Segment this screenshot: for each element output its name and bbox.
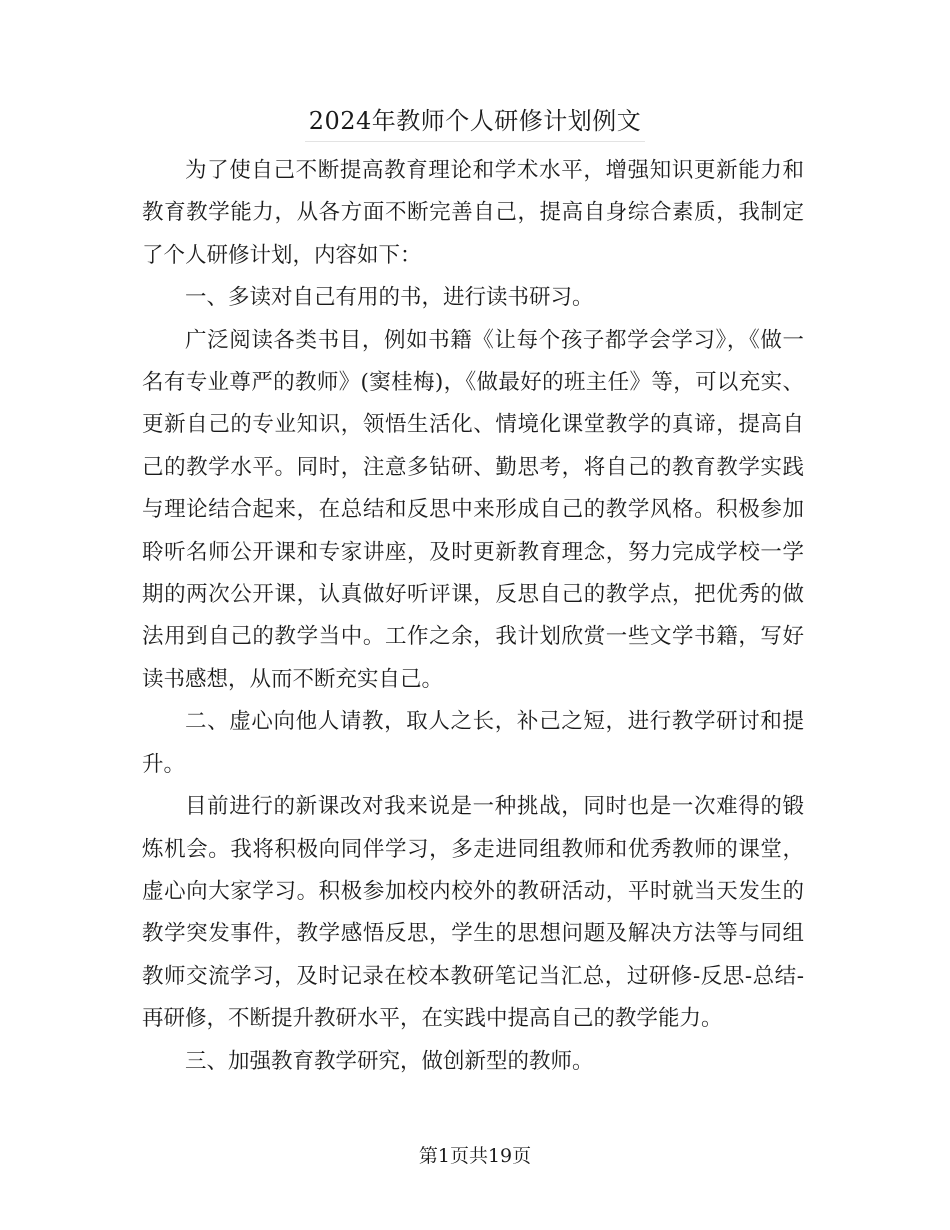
section-3-heading: 三、加强教育教学研究，做创新型的教师。: [185, 1048, 594, 1074]
section-1-paragraph: 广泛阅读各类书目，例如书籍《让每个孩子都学会学习》，《做一名有专业尊严的教师》(窦桂梅)，《做最好的班主任》等，可以充实、更新自己的专业知识，领悟生活化、情境化课堂教学的真谛，提高自己的教学水平。同时，注意多钻研、勤思考，将自己的教育教学实践与理论结合起来，在总结和反思中来形成自己的教学风格。积极参加聆听名师公开课和专家讲座，及时更新教育理念，努力完成学校一学期的两次公开课，认真做好听评课，反思自己的教学点，把优秀的做法用到自己的教学当中。工作之余，我计划欣赏一些文学书籍，写好读书感想，从而不断充实自己。: [142, 327, 804, 692]
intro-paragraph: 为了使自己不断提高教育理论和学术水平，增强知识更新能力和教育教学能力，从各方面不断完善自己，提高自身综合素质，我制定了个人研修计划，内容如下：: [142, 158, 804, 268]
section-1-heading: 一、多读对自己有用的书，进行读书研习。: [185, 285, 594, 311]
section-2-heading: 二、虚心向他人请教，取人之长，补己之短，进行教学研讨和提升。: [142, 709, 804, 777]
page-number-footer: 第1页共19页: [418, 1145, 532, 1167]
section-2-paragraph: 目前进行的新课改对我来说是一种挑战，同时也是一次难得的锻炼机会。我将积极向同伴学习，多走进同组教师和优秀教师的课堂，虚心向大家学习。积极参加校内校外的教研活动，平时就当天发生的教学突发事件，教学感悟反思，学生的思想问题及解决方法等与同组教师交流学习，及时记录在校本教研笔记当汇总，过研修-反思-总结-再研修，不断提升教研水平，在实践中提高自己的教学能力。: [142, 794, 804, 1032]
document-title: 2024年教师个人研修计划例文: [305, 101, 646, 142]
document-body: [142, 150, 804, 1083]
document-title-row: [0, 101, 950, 142]
